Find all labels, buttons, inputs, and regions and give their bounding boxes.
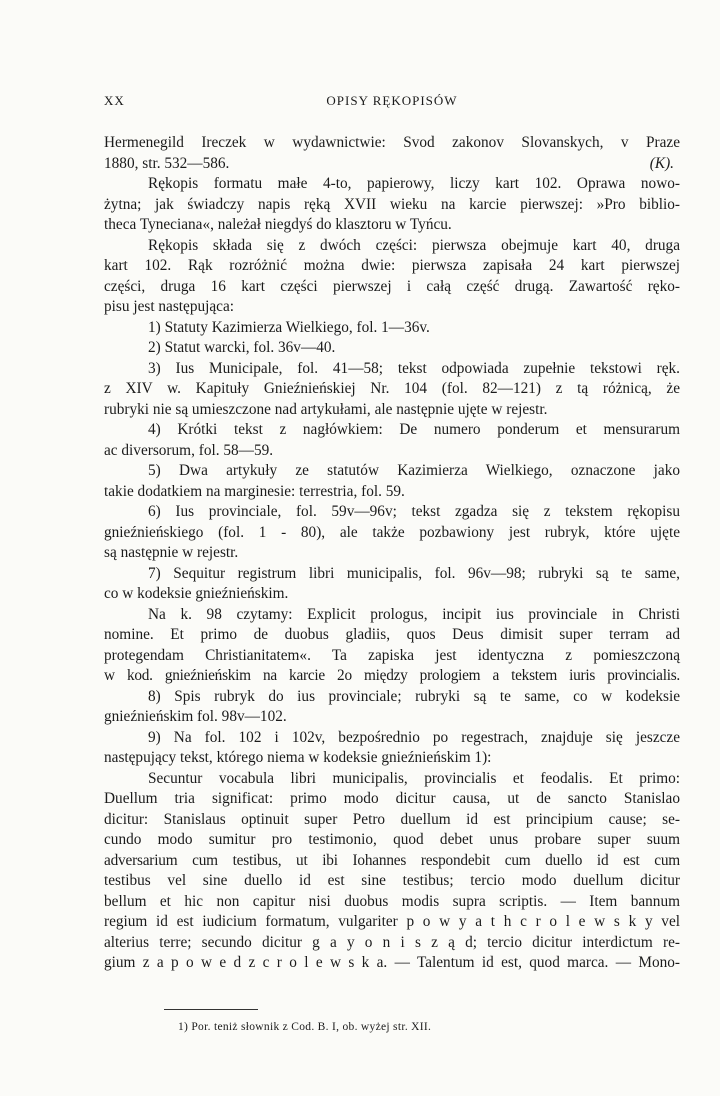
text-line: gnieźnieńskim fol. 98v—102. [104, 708, 287, 725]
text-line: theca Tyneciana«, należał niegdyś do klasztoru w Tyńcu. [104, 216, 452, 233]
text-line [104, 154, 680, 175]
list-item: 7) Sequitur registrum libri municipalis, fol. 96v—98; rubryki są te same, [148, 564, 680, 582]
text-line: nomine. Et primo de duobus gladiis, quos Deus dimisit super terram ad [104, 626, 680, 643]
list-item: 9) Na fol. 102 i 102v, bezpośrednio po regestrach, znajduje się jeszcze [148, 728, 680, 746]
text-line: protegendam Christianitatem«. Ta zapiska jest identyczna z pomieszczoną [104, 646, 680, 664]
footnote-separator [164, 1009, 258, 1010]
text-line: rubryki nie są umieszczone nad artykułami, ale następnie ujęte w rejestr. [104, 400, 548, 418]
text-line: w kod. gnieźnieńskim na karcie 2o między prologiem a tekstem iuris provincialis. [104, 667, 680, 684]
text-line-left: 1880, str. 532—586. [104, 154, 230, 172]
text-line: cundo modo sumitur pro testimonio, quod debet unus probare super suum [104, 831, 680, 848]
paragraph-start: Rękopis składa się z dwóch części: pierwsza obejmuje kart 40, druga [148, 236, 680, 254]
text-line: alterius terre; secundo dicitur g a y o n i s z ą d; tercio dicitur interdictum re- [104, 933, 680, 951]
text-line: pisu jest następująca: [104, 298, 234, 315]
text-line: adversarium cum testibus, ut ibi Iohannes respondebit cum duello id est cum [104, 851, 680, 869]
list-item: 5) Dwa artykuły ze statutów Kazimierza Wielkiego, oznaczone jako [148, 462, 680, 479]
text-line: testibus vel sine duello id est sine testibus; tercio modo duellum dicitur [104, 872, 680, 889]
list-item: 6) Ius provinciale, fol. 59v—96v; tekst zgadza się z tekstem rękopisu [148, 503, 680, 520]
body-text [104, 133, 680, 974]
text-line: kart 102. Rąk rozróżnić można dwie: pierwsza zapisała 24 kart pierwszej [104, 257, 680, 274]
list-item: 3) Ius Municipale, fol. 41—58; tekst odpowiada zupełnie tekstowi ręk. [148, 359, 680, 377]
text-line: takie dodatkiem na marginesie: terrestria, fol. 59. [104, 482, 405, 500]
text-line: gnieźnieńskiego (fol. 1 - 80), ale także pozbawiony jest rubryk, które ujęte [104, 523, 680, 541]
list-item: 4) Krótki tekst z nagłówkiem: De numero ponderum et mensurarum [148, 421, 680, 438]
list-item: 8) Spis rubryk do ius provinciale; rubryki są te same, co w kodeksie [148, 687, 680, 705]
text-line: bellum et hic non capitur nisi duobus modis supra scriptis. — Item bannum [104, 892, 680, 910]
text-line: co w kodeksie gnieźnieńskim. [104, 585, 289, 602]
paragraph-start: Rękopis formatu małe 4-to, papierowy, liczy kart 102. Oprawa nowo- [148, 175, 680, 192]
text-line: żytna; jak świadczy napis ręką XVII wieku na karcie pierwszej: »Pro biblio- [104, 195, 680, 213]
footnote: 1) Por. teniż słownik z Cod. B. I, ob. wyżej str. XII. [178, 1021, 432, 1033]
list-item: 2) Statut warcki, fol. 36v—40. [148, 339, 336, 356]
text-line: części, druga 16 kart części pierwszej i całą część drugą. Zawartość ręko- [104, 277, 680, 295]
text-line: dicitur: Stanislaus optinuit super Petro duellum id est principium cause; se- [104, 810, 680, 828]
text-line: ac diversorum, fol. 58—59. [104, 441, 274, 459]
text-line: następujący tekst, którego niema w kodeksie gnieźnieńskim 1): [104, 749, 492, 766]
running-title: OPISY RĘKOPISÓW [326, 93, 458, 108]
paragraph-start: Secuntur vocabula libri municipalis, provincialis et feodalis. Et primo: [148, 769, 680, 787]
text-line: Hermenegild Ireczek w wydawnictwie: Svod zakonov Slovanskych, v Praze [104, 134, 680, 151]
text-line: są następnie w rejestr. [104, 544, 239, 561]
text-line: z XIV w. Kapituły Gnieźnieńskiej Nr. 104 (fol. 82—121) z tą różnicą, że [104, 380, 680, 397]
list-item: 1) Statuty Kazimierza Wielkiego, fol. 1—36v. [148, 318, 430, 336]
text-line: gium z a p o w e d z c r o l e w s k a. — Talentum id est, quod marca. — Mono- [104, 954, 680, 971]
siglum: (K). [649, 154, 674, 172]
running-head [104, 93, 680, 111]
paragraph-start: Na k. 98 czytamy: Explicit prologus, incipit ius provinciale in Christi [148, 605, 680, 623]
text-line: regium id est iudicium formatum, vulgariter p o w y a t h c r o l e w s k y vel [104, 913, 680, 930]
page-number: XX [104, 93, 125, 108]
text-line: Duellum tria significat: primo modo dicitur causa, ut de sancto Stanislao [104, 790, 680, 807]
